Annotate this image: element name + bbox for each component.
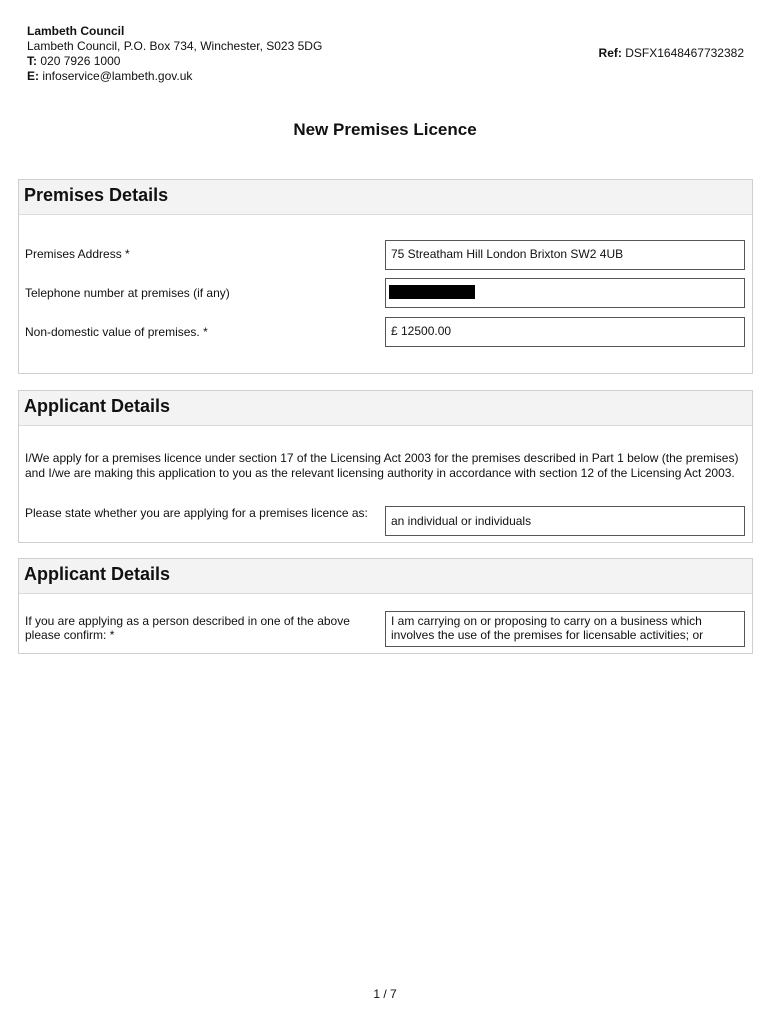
section-heading: Applicant Details — [19, 559, 752, 594]
premises-telephone-field[interactable] — [385, 278, 745, 308]
premises-details-section — [18, 179, 753, 374]
applicant-confirmation-section — [18, 558, 753, 654]
council-name: Lambeth Council — [27, 24, 125, 38]
application-intro-text: I/We apply for a premises licence under section 17 of the Licensing Act 2003 for the premises described in Part 1 below (the premises) and I/we are making this application to you as the relevant licensing authority in accordance with section 12 of the Licensing Act 2003. — [25, 451, 739, 480]
applicant-type-field[interactable]: an individual or individuals — [385, 506, 745, 536]
section-heading: Applicant Details — [19, 391, 752, 426]
redaction-block — [389, 285, 475, 299]
non-domestic-value-label: Non-domestic value of premises. * — [25, 325, 208, 339]
council-phone: T: 020 7926 1000 — [27, 54, 121, 68]
reference-number: Ref: DSFX1648467732382 — [598, 46, 744, 60]
section-heading: Premises Details — [19, 180, 752, 215]
applicant-confirm-label: If you are applying as a person described in one of the above please confirm: * — [25, 614, 350, 642]
premises-telephone-label: Telephone number at premises (if any) — [25, 286, 230, 300]
council-address: Lambeth Council, P.O. Box 734, Winchester, S023 5DG — [27, 39, 323, 53]
non-domestic-value-field[interactable]: £ 12500.00 — [385, 317, 745, 347]
premises-address-label: Premises Address * — [25, 247, 130, 261]
page-title: New Premises Licence — [293, 120, 477, 139]
council-header — [27, 24, 322, 84]
applicant-confirm-field[interactable]: I am carrying on or proposing to carry on a business which involves the use of the premises for licensable activities; or — [385, 611, 745, 647]
applicant-details-section — [18, 390, 753, 543]
page-number: 1 / 7 — [373, 987, 397, 1001]
premises-address-field[interactable]: 75 Streatham Hill London Brixton SW2 4UB — [385, 240, 745, 270]
council-email: E: infoservice@lambeth.gov.uk — [27, 69, 193, 83]
applicant-type-label: Please state whether you are applying for a premises licence as: — [25, 506, 368, 520]
